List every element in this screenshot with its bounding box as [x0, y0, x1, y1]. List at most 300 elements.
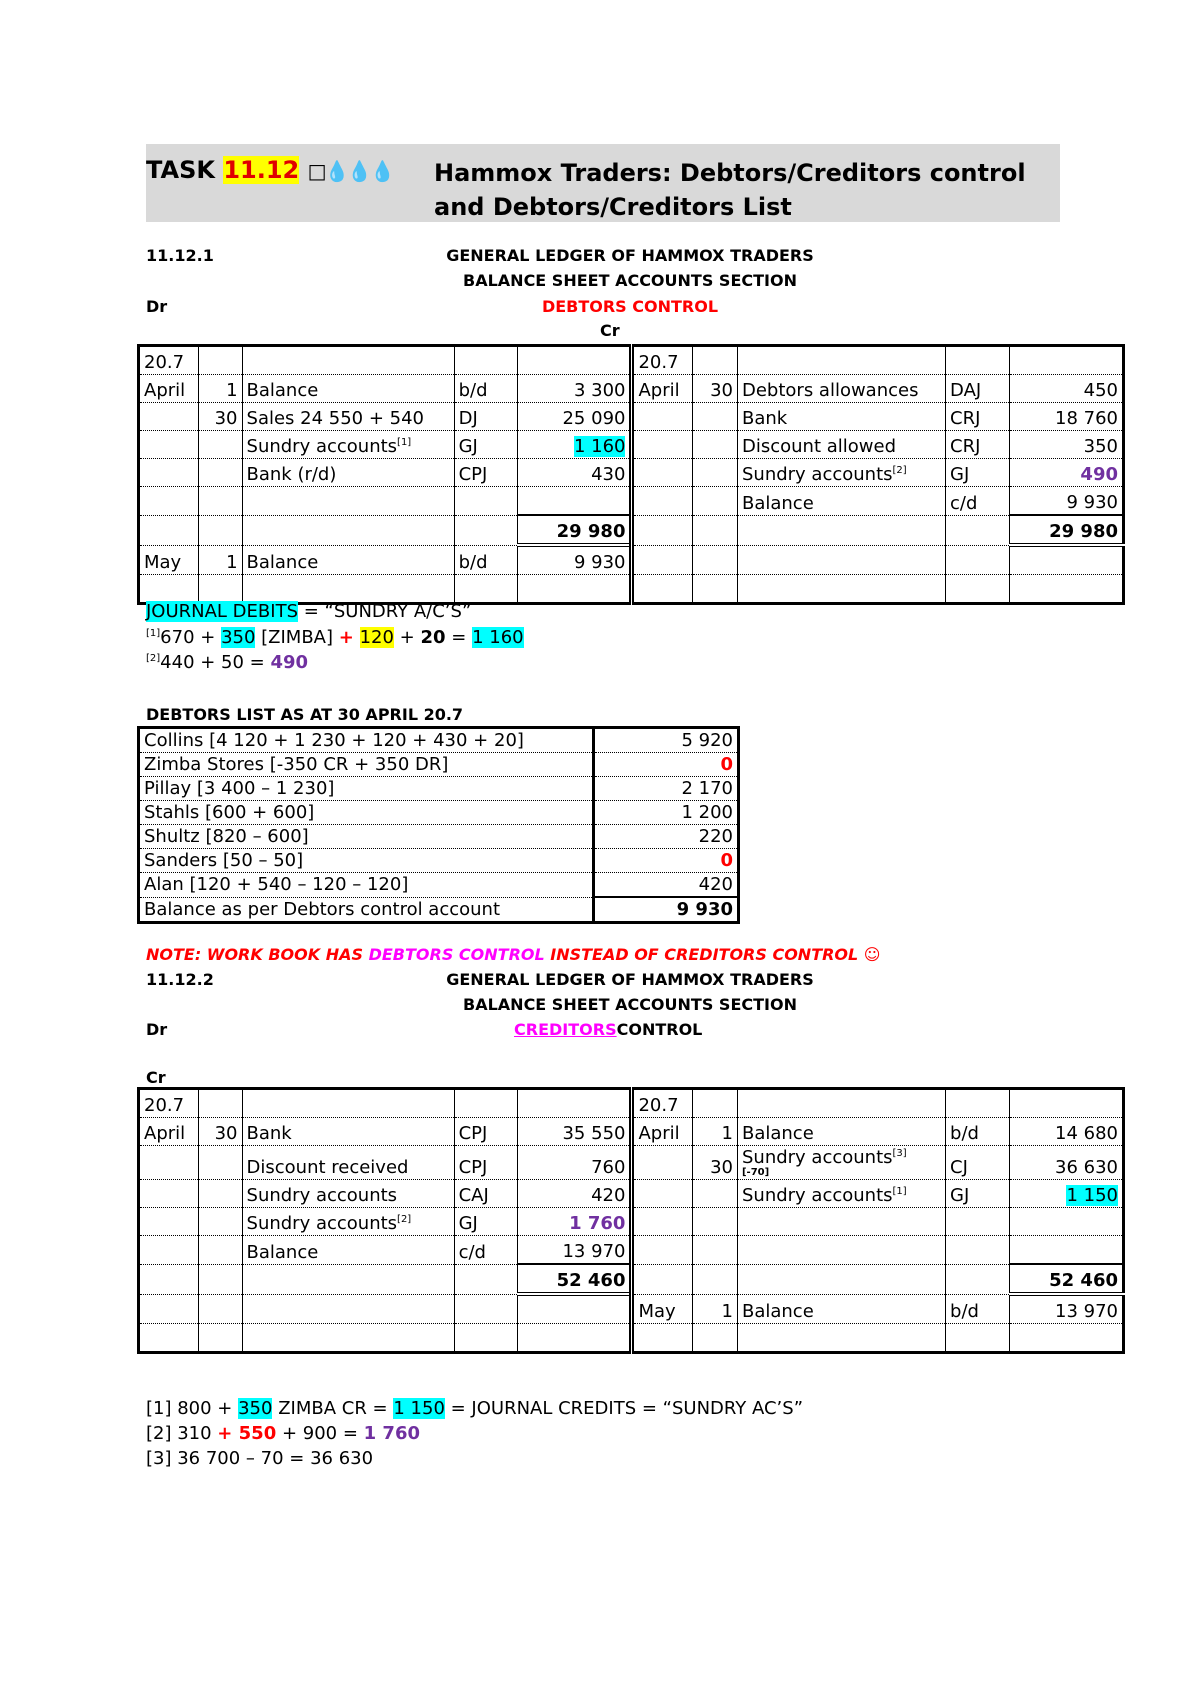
debit-day: [199, 1324, 242, 1353]
ledger-row: [139, 1236, 1124, 1265]
debit-details: [242, 346, 454, 375]
note-highlight: 1 160: [472, 627, 524, 648]
ledger-row: [139, 1180, 1124, 1208]
details-text: Bank: [741, 408, 788, 429]
debit-details: [242, 1324, 454, 1353]
debit-folio: [454, 1264, 517, 1294]
credit-month: [632, 575, 692, 604]
debit-details: [242, 1294, 454, 1324]
credit-day: [692, 487, 737, 516]
debit-month: April: [139, 375, 199, 403]
task-number: 11.12: [223, 156, 300, 184]
credit-day: 1: [692, 1294, 737, 1324]
ledger-row: [139, 346, 1124, 375]
amount-text: 29 980: [1049, 521, 1118, 542]
credit-details: [737, 1089, 945, 1118]
credit-day: [692, 1180, 737, 1208]
credit-details: [737, 487, 945, 516]
debit-amount: [517, 1264, 632, 1294]
debtor-name: Zimba Stores [-350 CR + 350 DR]: [139, 753, 594, 777]
credit-month: [632, 1236, 692, 1265]
ledger-row: [139, 1294, 1124, 1324]
debit-month: [139, 1208, 199, 1236]
credit-month: [632, 1264, 692, 1294]
ledger-row: [139, 375, 1124, 403]
debit-day: [199, 1208, 242, 1236]
debtor-balance: [594, 873, 739, 898]
credit-details: [737, 1264, 945, 1294]
footnote-marker: [2]: [892, 465, 907, 476]
debit-day: [199, 1089, 242, 1118]
debit-details: [242, 1264, 454, 1294]
credit-folio: DAJ: [946, 375, 1010, 403]
debit-details: [242, 515, 454, 545]
balance-text: 220: [698, 826, 733, 847]
debit-amount: [517, 1208, 632, 1236]
credit-folio: b/d: [946, 1294, 1010, 1324]
ledger-row: [139, 545, 1124, 575]
credit-folio: GJ: [946, 459, 1010, 487]
credit-month: [632, 487, 692, 516]
note-text: [2] 310: [146, 1423, 218, 1444]
task-word: TASK: [146, 156, 215, 184]
debtor-name: Collins [4 120 + 1 230 + 120 + 430 + 20]: [139, 728, 594, 753]
debit-month: [139, 1324, 199, 1353]
footnote-marker: [1]: [892, 1186, 907, 1197]
debit-amount: [517, 346, 632, 375]
debit-amount: [517, 375, 632, 403]
credit-month: [632, 403, 692, 431]
debit-amount: [517, 487, 632, 516]
footnote-1: [146, 627, 524, 648]
credit-month: [632, 1324, 692, 1353]
task-title: Hammox Traders: Debtors/Creditors control and Debtors/Creditors List: [434, 159, 1026, 221]
note-text: [354, 627, 360, 648]
note-highlight: DEBTORS CONTROL: [368, 945, 545, 964]
debit-amount: [517, 403, 632, 431]
debit-day: 1: [199, 545, 242, 575]
debtor-row: [139, 753, 739, 777]
debit-details: [242, 487, 454, 516]
details-text: Discount allowed: [741, 436, 896, 457]
debit-folio: [454, 575, 517, 604]
amount-text: 1 150: [1066, 1185, 1118, 1206]
debtor-name: Pillay [3 400 – 1 230]: [139, 777, 594, 801]
debit-folio: [454, 1089, 517, 1118]
credit-details: [737, 431, 945, 459]
ledger-row: [139, 459, 1124, 487]
debit-amount: [517, 1236, 632, 1265]
credit-amount: [1010, 575, 1124, 604]
debit-month: May: [139, 545, 199, 575]
details-text: Balance: [246, 380, 319, 401]
credit-day: 30: [692, 1146, 737, 1180]
credit-day: [692, 459, 737, 487]
credit-month: April: [632, 375, 692, 403]
amount-text: 29 980: [556, 521, 626, 542]
details-text: Balance: [741, 492, 814, 514]
debit-day: [199, 346, 242, 375]
amount-text: 450: [1083, 380, 1118, 401]
ledger-row: [139, 487, 1124, 516]
credit-details: [737, 515, 945, 545]
note-text: 670 +: [160, 627, 222, 648]
note-text: [1] 800 +: [146, 1398, 239, 1419]
credit-folio: [946, 1208, 1010, 1236]
amount-text: 350: [1083, 436, 1118, 457]
balance-text: 0: [720, 850, 733, 871]
note-text: INSTEAD OF CREDITORS CONTROL: [544, 945, 859, 964]
credit-day: [692, 575, 737, 604]
ledger-row: [139, 403, 1124, 431]
credit-details: [737, 575, 945, 604]
section-number: 11.12.1: [146, 246, 214, 265]
credit-day: [692, 1236, 737, 1265]
debit-folio: [454, 346, 517, 375]
debit-folio: CPJ: [454, 1118, 517, 1146]
journal-debits-note: [146, 601, 471, 622]
credit-day: [692, 431, 737, 459]
debtor-balance: [594, 801, 739, 825]
credit-details: [737, 375, 945, 403]
amount-text: 13 970: [562, 1241, 626, 1262]
note-highlight: 120: [359, 627, 394, 648]
creditors-control-ledger: [137, 1087, 1125, 1354]
debit-folio: CPJ: [454, 459, 517, 487]
note-text: [ZIMBA]: [255, 627, 339, 648]
account-name-highlight: CREDITORS: [514, 1020, 617, 1039]
credit-day: [692, 545, 737, 575]
debit-month: 20.7: [139, 1089, 199, 1118]
debit-details: [242, 403, 454, 431]
debit-details: [242, 459, 454, 487]
amount-text: 490: [1080, 464, 1118, 485]
details-text: Sundry accounts: [741, 1147, 893, 1168]
debit-details: [242, 375, 454, 403]
credit-day: [692, 1264, 737, 1294]
cr-label: Cr: [146, 1068, 166, 1087]
credit-month: [632, 1208, 692, 1236]
debtor-name: Shultz [820 – 600]: [139, 825, 594, 849]
ledger-subtitle: BALANCE SHEET ACCOUNTS SECTION: [463, 995, 797, 1014]
credit-folio: CRJ: [946, 431, 1010, 459]
credit-folio: CJ: [946, 1146, 1010, 1180]
credit-amount: [1010, 1146, 1124, 1180]
debtor-name: Stahls [600 + 600]: [139, 801, 594, 825]
debit-folio: GJ: [454, 1208, 517, 1236]
credit-folio: [946, 545, 1010, 575]
ledger-title: GENERAL LEDGER OF HAMMOX TRADERS: [446, 246, 814, 265]
ledger-row: [139, 1089, 1124, 1118]
amount-text: 13 970: [1055, 1301, 1118, 1322]
credit-details: [737, 403, 945, 431]
credit-month: [632, 1146, 692, 1180]
details-text: Bank: [246, 1123, 292, 1144]
debtor-name: Alan [120 + 540 – 120 – 120]: [139, 873, 594, 898]
debit-folio: c/d: [454, 1236, 517, 1265]
note-highlight: 350: [221, 627, 256, 648]
debit-details: [242, 1146, 454, 1180]
debit-folio: GJ: [454, 431, 517, 459]
debit-amount: [517, 1146, 632, 1180]
debit-month: April: [139, 1118, 199, 1146]
debtor-row: [139, 897, 739, 923]
amount-text: 52 460: [1049, 1270, 1118, 1291]
credit-details: [737, 346, 945, 375]
dr-label: Dr: [146, 297, 168, 316]
amount-text: 1 160: [573, 436, 626, 457]
account-name: DEBTORS CONTROL: [541, 297, 719, 316]
debit-amount: [517, 1180, 632, 1208]
credit-amount: [1010, 1118, 1124, 1146]
debit-day: 30: [199, 403, 242, 431]
debit-month: [139, 1294, 199, 1324]
cr-label: Cr: [600, 321, 620, 340]
debit-amount: [517, 515, 632, 545]
credit-details: [737, 459, 945, 487]
credit-details: [737, 1324, 945, 1353]
credit-amount: [1010, 1180, 1124, 1208]
balance-text: 9 930: [676, 899, 733, 920]
debtor-row: [139, 728, 739, 753]
smiley-icon: ☺: [858, 945, 881, 964]
workbook-note: [146, 945, 880, 964]
debit-amount: [517, 1118, 632, 1146]
footnote-marker: [3]: [892, 1148, 907, 1159]
ledger-subtitle: BALANCE SHEET ACCOUNTS SECTION: [463, 271, 797, 290]
ledger-row: [139, 1118, 1124, 1146]
credit-folio: [946, 1236, 1010, 1265]
debit-amount: [517, 1324, 632, 1353]
debit-folio: [454, 1324, 517, 1353]
debtor-row: [139, 777, 739, 801]
debtors-control-ledger: [137, 344, 1125, 605]
credit-details: [737, 1180, 945, 1208]
debit-month: [139, 1180, 199, 1208]
credit-amount: [1010, 403, 1124, 431]
details-text: Balance: [246, 1241, 319, 1263]
debit-day: [199, 1294, 242, 1324]
credit-folio: CRJ: [946, 403, 1010, 431]
debit-day: [199, 487, 242, 516]
footnote-1: [146, 1398, 803, 1419]
debit-folio: [454, 487, 517, 516]
credit-folio: b/d: [946, 1118, 1010, 1146]
debit-amount: [517, 545, 632, 575]
debit-folio: CAJ: [454, 1180, 517, 1208]
debit-details: [242, 575, 454, 604]
credit-folio: [946, 1324, 1010, 1353]
ledger-title: GENERAL LEDGER OF HAMMOX TRADERS: [446, 970, 814, 989]
credit-month: [632, 1180, 692, 1208]
ledger-row: [139, 1324, 1124, 1353]
debit-day: 30: [199, 1118, 242, 1146]
journal-debits-label: JOURNAL DEBITS: [146, 601, 298, 622]
debit-details: [242, 1236, 454, 1265]
credit-day: [692, 1208, 737, 1236]
credit-amount: [1010, 431, 1124, 459]
debtor-balance: [594, 777, 739, 801]
amount-text: 3 300: [573, 380, 626, 401]
debit-amount: [517, 431, 632, 459]
debit-details: [242, 431, 454, 459]
details-text: Sundry accounts: [246, 436, 398, 457]
credit-month: April: [632, 1118, 692, 1146]
balance-text: 2 170: [681, 778, 733, 799]
debtors-list: [137, 726, 740, 924]
debtor-name: Sanders [50 – 50]: [139, 849, 594, 873]
credit-month: 20.7: [632, 1089, 692, 1118]
ledger-row: [139, 1264, 1124, 1294]
credit-details: [737, 1236, 945, 1265]
debtor-balance: [594, 849, 739, 873]
details-text: Balance: [741, 1301, 814, 1322]
debit-amount: [517, 459, 632, 487]
amount-text: 36 630: [1055, 1157, 1118, 1178]
debtor-balance: [594, 728, 739, 753]
section-number: 11.12.2: [146, 970, 214, 989]
debit-month: [139, 515, 199, 545]
credit-amount: [1010, 1208, 1124, 1236]
footnote-3: [3] 36 700 – 70 = 36 630: [146, 1448, 374, 1469]
amount-text: 14 680: [1055, 1123, 1118, 1144]
credit-amount: [1010, 545, 1124, 575]
footnote-2: [146, 652, 308, 673]
amount-text: 430: [591, 464, 626, 485]
details-text: Debtors allowances: [741, 380, 919, 401]
details-text: Sundry accounts: [246, 1213, 398, 1234]
footnote-2: [146, 1423, 420, 1444]
credit-amount: [1010, 1264, 1124, 1294]
debit-month: [139, 403, 199, 431]
balance-text: 5 920: [681, 730, 733, 751]
difficulty-drop-icon: □💧💧💧: [307, 159, 394, 183]
amount-text: 52 460: [556, 1270, 626, 1291]
ledger-row: [139, 431, 1124, 459]
debit-month: [139, 487, 199, 516]
debit-day: [199, 1146, 242, 1180]
credit-details: [737, 545, 945, 575]
debit-month: [139, 459, 199, 487]
debit-folio: b/d: [454, 545, 517, 575]
amount-text: 9 930: [1066, 492, 1118, 513]
balance-text: 0: [720, 754, 733, 775]
credit-day: [692, 1089, 737, 1118]
debit-details: [242, 1208, 454, 1236]
debtor-balance: [594, 825, 739, 849]
note-text: 20: [420, 627, 446, 648]
details-text: Sales 24 550 + 540: [246, 408, 425, 429]
debit-month: [139, 1236, 199, 1265]
debit-day: [199, 431, 242, 459]
debtor-balance: [594, 753, 739, 777]
note-text: +: [393, 627, 421, 648]
credit-day: 1: [692, 1118, 737, 1146]
journal-debits-text: = “SUNDRY A/C’S”: [298, 601, 472, 622]
credit-details: [737, 1118, 945, 1146]
credit-details: [737, 1294, 945, 1324]
ledger-row: [139, 575, 1124, 604]
debit-folio: [454, 1294, 517, 1324]
note-highlight: 1 150: [393, 1398, 445, 1419]
debit-day: [199, 575, 242, 604]
note-total: 1 760: [363, 1423, 421, 1444]
note-highlight: 350: [238, 1398, 273, 1419]
credit-folio: [946, 515, 1010, 545]
balance-text: 420: [698, 874, 733, 895]
credit-month: [632, 459, 692, 487]
credit-day: [692, 1324, 737, 1353]
debit-details: [242, 1089, 454, 1118]
note-text: NOTE: WORK BOOK HAS: [146, 945, 369, 964]
details-text: Balance: [741, 1123, 814, 1144]
credit-day: 30: [692, 375, 737, 403]
debit-month: [139, 1146, 199, 1180]
debtor-row: [139, 825, 739, 849]
ledger-row: [139, 515, 1124, 545]
debit-amount: [517, 575, 632, 604]
account-name: [514, 1020, 702, 1039]
debit-folio: CPJ: [454, 1146, 517, 1180]
amount-text: 25 090: [562, 408, 626, 429]
amount-text: 1 760: [569, 1213, 626, 1234]
debit-day: 1: [199, 375, 242, 403]
credit-folio: [946, 575, 1010, 604]
credit-folio: [946, 1089, 1010, 1118]
note-plus: +: [338, 627, 354, 648]
account-name-rest: CONTROL: [616, 1020, 703, 1039]
debtor-row: [139, 873, 739, 898]
debit-day: [199, 1236, 242, 1265]
note-total: 490: [270, 652, 309, 673]
debit-day: [199, 1264, 242, 1294]
credit-amount: [1010, 487, 1124, 516]
debit-month: 20.7: [139, 346, 199, 375]
credit-folio: [946, 346, 1010, 375]
debit-details: [242, 1180, 454, 1208]
task-label: [146, 156, 393, 184]
credit-amount: [1010, 1089, 1124, 1118]
debit-day: [199, 1180, 242, 1208]
footnote-marker: [2]: [397, 1214, 412, 1225]
credit-amount: [1010, 1324, 1124, 1353]
adjustment-note: [-70]: [741, 1167, 770, 1178]
amount-text: 420: [591, 1185, 626, 1206]
debtors-list-title: DEBTORS LIST AS AT 30 APRIL 20.7: [146, 705, 464, 724]
debit-month: [139, 575, 199, 604]
credit-day: [692, 346, 737, 375]
debtor-row: [139, 849, 739, 873]
note-text: + 900 =: [276, 1423, 364, 1444]
credit-amount: [1010, 459, 1124, 487]
balance-text: 1 200: [681, 802, 733, 823]
credit-month: [632, 545, 692, 575]
details-text: Sundry accounts: [741, 464, 893, 485]
debit-month: [139, 1264, 199, 1294]
credit-amount: [1010, 515, 1124, 545]
debtor-name: Balance as per Debtors control account: [139, 897, 594, 923]
debit-details: [242, 545, 454, 575]
debtor-row: [139, 801, 739, 825]
credit-day: [692, 403, 737, 431]
credit-month: [632, 515, 692, 545]
footnote-marker: [1]: [146, 628, 161, 639]
credit-day: [692, 515, 737, 545]
credit-folio: GJ: [946, 1180, 1010, 1208]
amount-text: 35 550: [562, 1123, 626, 1144]
credit-month: May: [632, 1294, 692, 1324]
ledger-row: [139, 1208, 1124, 1236]
